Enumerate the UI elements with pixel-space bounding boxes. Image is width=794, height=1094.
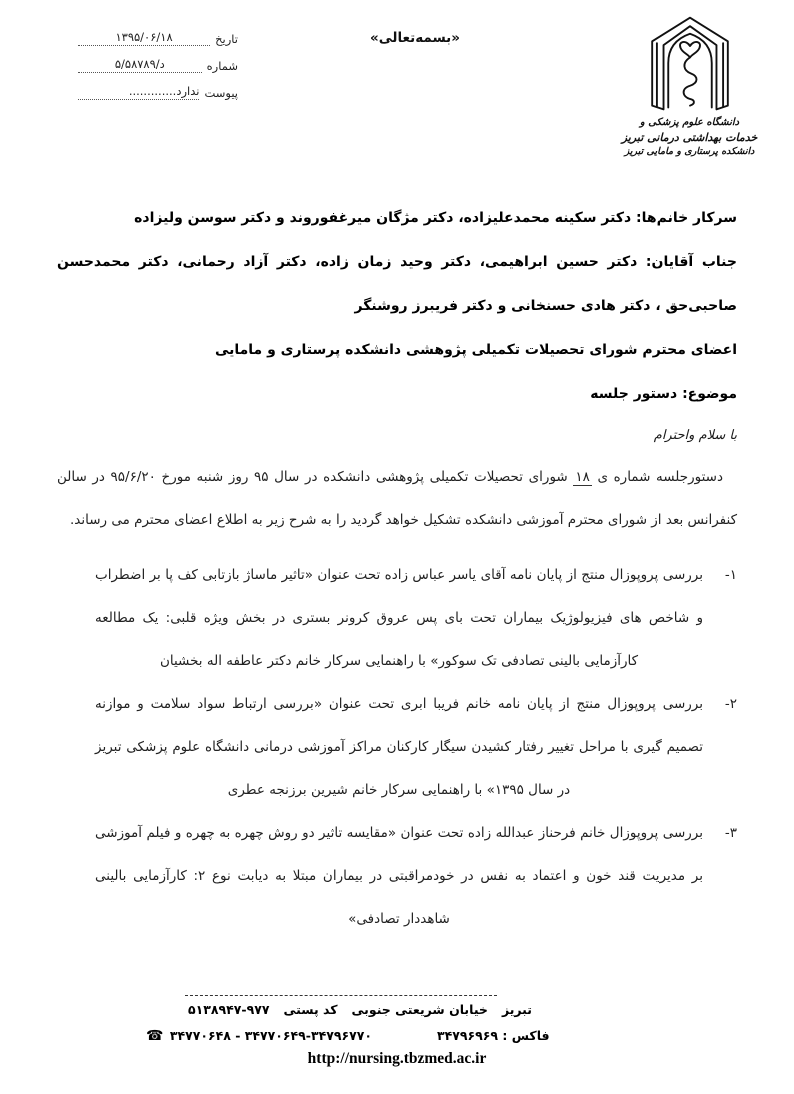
agenda-item-2 [95, 683, 737, 812]
item-3-text: بررسی پروپوزال خانم فرحناز عبدالله زاده تحت عنوان «مقایسه تاثیر دو روش چهره به چهره و فیلم آموزشی بر مدیریت قند خون و اعتماد به نفس در خودمراقبتی در بیماران مبتلا به دیابت نوع ۲: کارآزمایی بالینی شاهددار تصادفی» [95, 825, 704, 927]
postal-code: ۵۱۳۸۹۴۷-۹۷۷ [188, 1002, 270, 1017]
logo-text-faculty: دانشکده پرستاری و مامایی تبریز [624, 146, 755, 157]
logo-text-university: دانشگاه علوم پزشکی و [639, 117, 740, 128]
number-row [78, 57, 238, 73]
footer-phones [146, 1028, 372, 1044]
footer-url: http://nursing.tbzmed.ac.ir [307, 1050, 487, 1067]
item-1-text: بررسی پروپوزال منتج از پایان نامه آقای یاسر عباس زاده تحت عنوان «تاثیر ماساژ بازتابی کف پا بر اضطراب و شاخص های فیزیولوژیک بیماران تحت بای پس عروق کرونر بستری در بخش ویژه قلبی: یک مطالعه کارآزمایی بالینی تصادفی تک سوکور» با راهنمایی سرکار خانم دکتر عاطفه اله بخشیان [95, 567, 703, 669]
item-2-number: ۲- [724, 696, 737, 712]
intro-after-number: شورای تحصیلات تکمیلی پژوهشی دانشکده در سال ۹۵ روز شنبه مورخ ۹۵/۶/۲۰ در سالن کنفرانس بعد از شورای محترم آموزشی دانشکده تشکیل خواهد گردید را به شرح زیر به اطلاع اعضای محترم می رساند. [57, 469, 737, 528]
subject-line: موضوع: دستور جلسه [590, 386, 737, 402]
attachment-value: ندارد............. [78, 84, 199, 100]
meeting-number: ۱۸ [575, 469, 590, 485]
number-label: شماره [206, 59, 238, 73]
footer-separator [185, 995, 497, 996]
address-city: تبریز [501, 1002, 532, 1017]
intro-paragraph [57, 456, 737, 542]
item-1-number: ۱- [724, 567, 737, 583]
fax-number: ۳۴۷۹۶۹۶۹ [437, 1028, 499, 1043]
agenda-item-1 [95, 554, 737, 683]
salutation: با سلام واحترام [653, 428, 737, 443]
intro-before-number: دستورجلسه شماره ی [591, 469, 724, 485]
date-value: ۱۳۹۵/۰۶/۱۸ [78, 30, 210, 46]
letter-body [57, 196, 737, 941]
recipients-council: اعضای محترم شورای تحصیلات تکمیلی پژوهشی دانشکده پرستاری و مامایی [214, 342, 737, 358]
date-label: تاریخ [215, 32, 238, 46]
item-3-number: ۳- [724, 825, 737, 841]
bismillah: «بسمه‌تعالی» [370, 30, 460, 46]
university-logo [607, 12, 772, 159]
open-book-serpent-icon [607, 12, 772, 116]
recipients-men: جناب آقایان: دکتر حسین ابراهیمی، دکتر وحید زمان زاده، دکتر آزاد رحمانی، دکتر محمدحسن صاحبی‌حق ، دکتر هادی حسنخانی و دکتر فریبرز روشنگر [57, 254, 737, 314]
phone-numbers: ۳۴۷۷۰۶۴۸ - ۳۴۷۷۰۶۴۹-۳۴۷۹۶۷۷۰ [169, 1028, 372, 1043]
agenda-item-3 [95, 812, 737, 941]
recipients-women: سرکار خانم‌ها: دکتر سکینه محمدعلیزاده، دکتر مژگان میرغفوروند و دکتر سوسن ولیزاده [134, 210, 737, 226]
fax-label: فاکس : [502, 1028, 550, 1043]
logo-text-services: خدمات بهداشتی درمانی تبریز [621, 131, 758, 144]
telephone-icon: ☎ [146, 1028, 164, 1044]
attachment-label: پیوست [204, 86, 238, 100]
postal-label: کد پستی [283, 1002, 338, 1017]
footer-address [120, 1002, 600, 1017]
footer-fax [437, 1028, 550, 1043]
item-2-text: بررسی پروپوزال منتج از پایان نامه خانم فریبا ابری تحت عنوان «بررسی ارتباط سواد سلامت و موازنه تصمیم گیری با مراحل تغییر رفتار کشیدن سیگار کارکنان مراکز آموزشی درمانی دانشگاه علوم پزشکی تبریز در سال ۱۳۹۵» با راهنمایی سرکار خانم شیرین برزنجه عطری [95, 696, 703, 798]
address-street: خیابان شریعتی جنوبی [351, 1002, 488, 1017]
date-row [78, 30, 238, 46]
agenda-items [95, 554, 737, 941]
number-value: ۵/د/۵۸۷۸۹ [78, 57, 202, 73]
attachment-row [78, 84, 238, 100]
letterhead-meta [78, 30, 238, 111]
